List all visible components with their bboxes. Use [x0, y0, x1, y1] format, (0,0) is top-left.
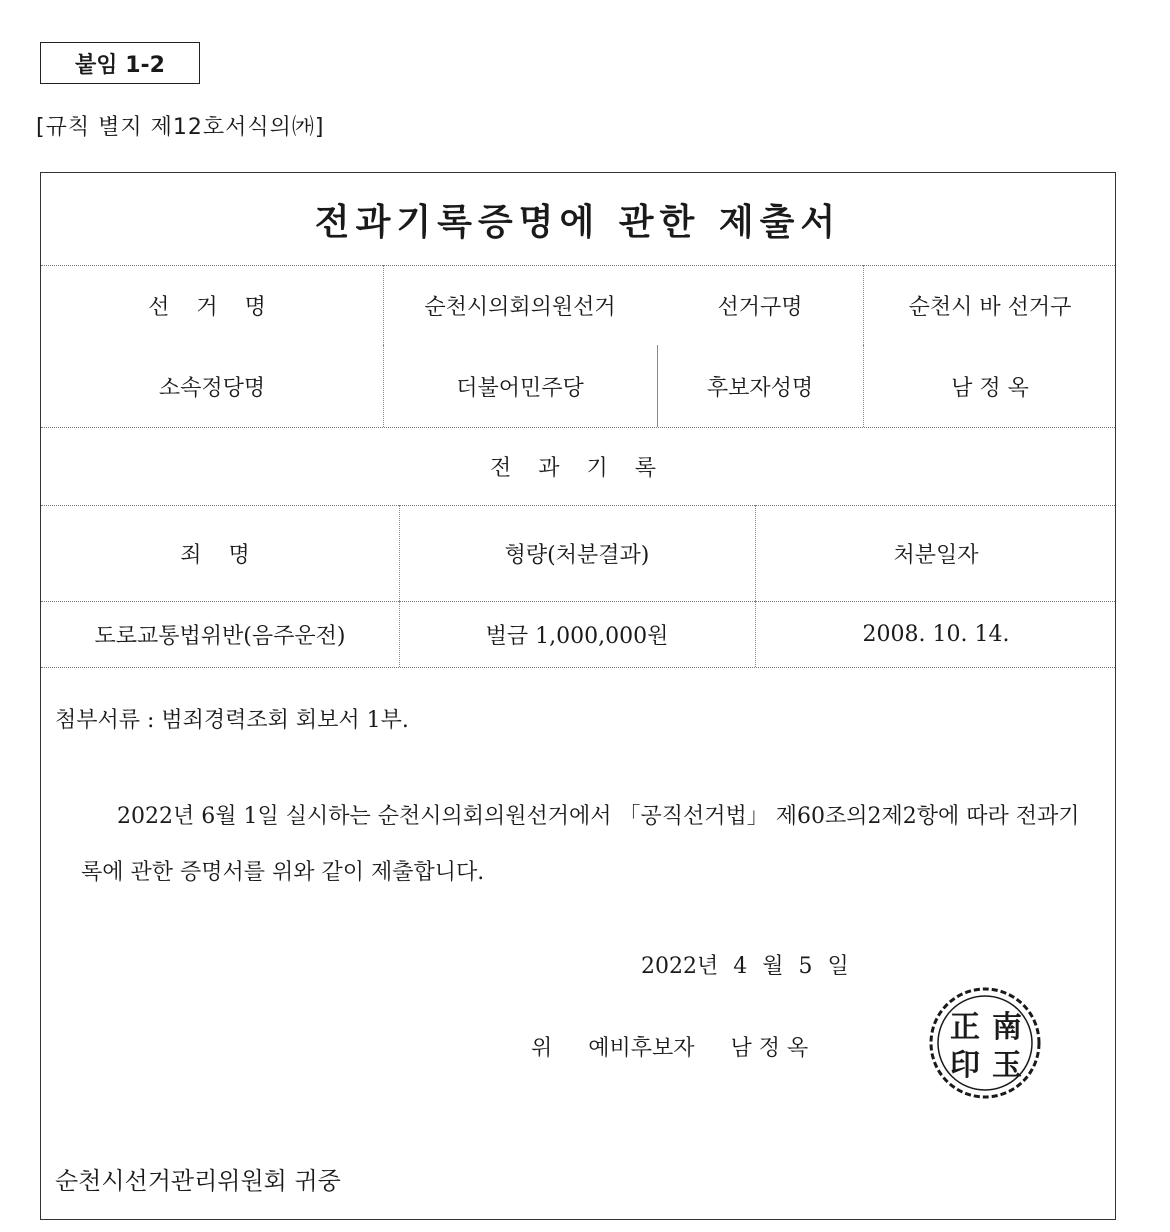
signer-role: 예비후보자: [588, 1036, 695, 1061]
svg-text:正: 正: [950, 1010, 980, 1045]
election-name-value: 순천시의회의원선거: [424, 294, 616, 320]
submission-form: [40, 172, 1116, 1220]
district-value: 순천시 바 선거구: [908, 294, 1072, 320]
disposition-date-header: 처분일자: [893, 542, 979, 568]
statement-paragraph: 2022년 6월 1일 실시하는 순천시의회의원선거에서 「공직선거법」 제60조의2제2항에 따라 전과기록에 관한 증명서를 위와 같이 제출합니다.: [81, 804, 1080, 885]
submission-date: 2022년 4 월 5 일: [641, 954, 849, 979]
sentence-cell: 벌금 1,000,000원: [485, 623, 669, 649]
addressee: 순천시선거관리위원회 귀중: [55, 1167, 341, 1195]
title-row: [41, 173, 1115, 266]
signer-prefix: 위: [531, 1036, 553, 1061]
info-row-election: [41, 265, 1115, 345]
record-section-row: [41, 427, 1115, 506]
annex-label: 붙임 1-2: [40, 42, 200, 84]
record-section-heading: 전 과 기 록: [490, 455, 666, 481]
crime-name-header: 죄 명: [180, 542, 260, 568]
attachment-note: 첨부서류 : 범죄경력조회 회보서 1부.: [55, 708, 409, 733]
disposition-date-cell: 2008. 10. 14.: [862, 621, 1010, 647]
sentence-header: 형량(처분결과): [504, 542, 650, 568]
record-table-header: [41, 505, 1115, 602]
svg-text:南: 南: [992, 1010, 1022, 1045]
candidate-label: 후보자성명: [706, 375, 814, 401]
district-label: 선거구명: [717, 294, 803, 320]
svg-text:玉: 玉: [992, 1048, 1022, 1083]
candidate-value: 남 정 옥: [951, 375, 1029, 401]
info-row-candidate: [41, 345, 1115, 428]
signature-line: [531, 1031, 808, 1062]
form-reference: [규칙 별지 제12호서식의㈎]: [36, 115, 325, 140]
party-label: 소속정당명: [158, 375, 266, 401]
crime-name-cell: 도로교통법위반(음주운전): [94, 623, 346, 649]
election-name-label: 선 거 명: [148, 294, 276, 320]
document-title: 전과기록증명에 관한 제출서: [314, 200, 842, 243]
seal-stamp-icon: [927, 985, 1043, 1101]
svg-text:印: 印: [950, 1048, 980, 1083]
signer-name: 남 정 옥: [730, 1036, 809, 1061]
party-value: 더불어민주당: [456, 375, 584, 401]
table-row: [41, 601, 1115, 668]
